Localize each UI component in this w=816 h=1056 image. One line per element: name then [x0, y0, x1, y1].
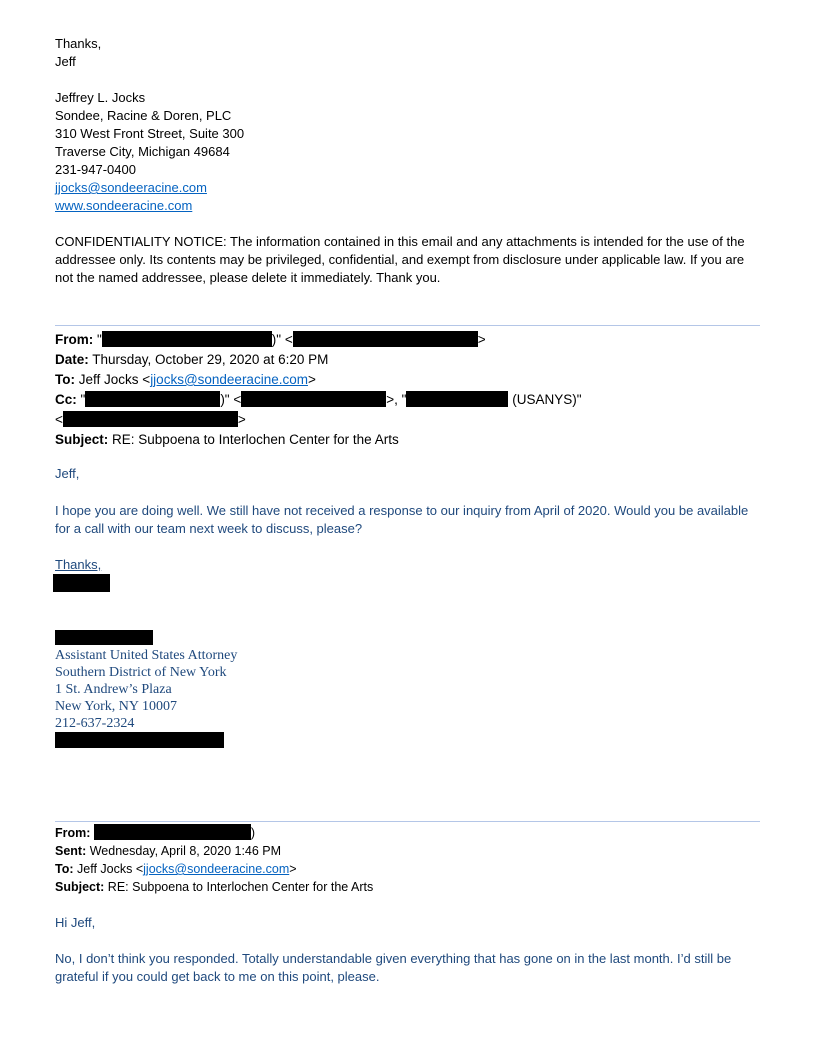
email1-header — [55, 330, 760, 450]
redaction — [241, 391, 386, 407]
redaction — [94, 824, 251, 840]
email1-from: From: " )" < > — [55, 332, 486, 347]
sig-title: Assistant United States Attorney — [55, 648, 238, 663]
redaction — [406, 391, 508, 407]
subject-label: Subject: — [55, 880, 105, 894]
sig-address2: Traverse City, Michigan 49684 — [55, 144, 230, 159]
cc-continued: < > — [55, 412, 246, 427]
sender-signature — [55, 89, 760, 215]
email1-subject — [55, 430, 760, 450]
sig-address2: New York, NY 10007 — [55, 699, 177, 714]
to-label: To: — [55, 862, 74, 876]
divider — [55, 325, 760, 326]
email2-body: No, I don’t think you responded. Totally understandable given everything that has gone on in the last month. I’d still be grateful if you could get back to me on this point, please. — [55, 951, 732, 984]
sig-address1: 1 St. Andrew’s Plaza — [55, 682, 172, 697]
sig-name: Jeffrey L. Jocks — [55, 90, 146, 105]
redaction — [55, 732, 224, 748]
redaction — [293, 331, 478, 347]
date-label: Date: — [55, 352, 89, 367]
email1-signature — [55, 647, 760, 750]
email1-to: To: Jeff Jocks <jjocks@sondeeracine.com> — [55, 372, 316, 387]
email2-subject — [55, 878, 760, 896]
redaction — [63, 411, 238, 427]
signoff — [55, 35, 760, 71]
sig-office: Southern District of New York — [55, 665, 227, 680]
email2-greeting: Hi Jeff, — [55, 915, 96, 930]
date-value: Thursday, October 29, 2020 at 6:20 PM — [92, 352, 329, 367]
subject-label: Subject: — [55, 432, 109, 447]
email2-to: To: Jeff Jocks <jjocks@sondeeracine.com> — [55, 862, 297, 876]
sig-phone: 212-637-2324 — [55, 716, 135, 731]
cc-label: Cc: — [55, 392, 77, 407]
sig-website-link[interactable]: www.sondeeracine.com — [55, 198, 193, 213]
confidentiality-notice: CONFIDENTIALITY NOTICE: The information contained in this email and any attachments is intended for the use of the addressee only. Its contents may be privileged, confidential, and exempt from disclosure under applicable law. If you are not the named addressee, please delete it immediately. Thank you. — [55, 234, 745, 285]
from-label: From: — [55, 332, 94, 347]
divider — [55, 821, 760, 822]
sig-address1: 310 West Front Street, Suite 300 — [55, 126, 245, 141]
redaction — [102, 331, 272, 347]
cc-suffix: (USANYS)" — [512, 392, 582, 407]
sent-label: Sent: — [55, 844, 87, 858]
from-label: From: — [55, 826, 91, 840]
sig-phone: 231-947-0400 — [55, 162, 136, 177]
thanks-text: Thanks, — [55, 36, 102, 51]
thanks-text: Thanks, — [55, 557, 102, 572]
redaction — [53, 574, 110, 592]
aus-name-redaction — [55, 629, 760, 647]
email2-header — [55, 824, 760, 896]
email2-sent — [55, 842, 760, 860]
to-email-link[interactable]: jjocks@sondeeracine.com — [143, 862, 290, 876]
email1-cc: Cc: " )" < >, " (USANYS)" — [55, 392, 582, 407]
sig-email-link[interactable]: jjocks@sondeeracine.com — [55, 180, 207, 195]
sent-value: Wednesday, April 8, 2020 1:46 PM — [89, 844, 282, 858]
subject-value: RE: Subpoena to Interlochen Center for the Arts — [107, 880, 374, 894]
to-name: Jeff Jocks — [77, 862, 133, 876]
to-name: Jeff Jocks — [78, 372, 139, 387]
subject-value: RE: Subpoena to Interlochen Center for the Arts — [112, 432, 399, 447]
to-label: To: — [55, 372, 75, 387]
to-email-link[interactable]: jjocks@sondeeracine.com — [150, 372, 308, 387]
email1-greeting: Jeff, — [55, 466, 80, 481]
email1-body: I hope you are doing well. We still have not received a response to our inquiry from April of 2020. Would you be available for a call with our team next week to discuss, please? — [55, 503, 749, 536]
sig-firm: Sondee, Racine & Doren, PLC — [55, 108, 232, 123]
redaction — [85, 391, 220, 407]
email2-from: From: ) — [55, 826, 256, 840]
email1-thanks — [55, 556, 760, 594]
email1-date — [55, 350, 760, 370]
signoff-name: Jeff — [55, 54, 76, 69]
redaction — [55, 630, 153, 645]
